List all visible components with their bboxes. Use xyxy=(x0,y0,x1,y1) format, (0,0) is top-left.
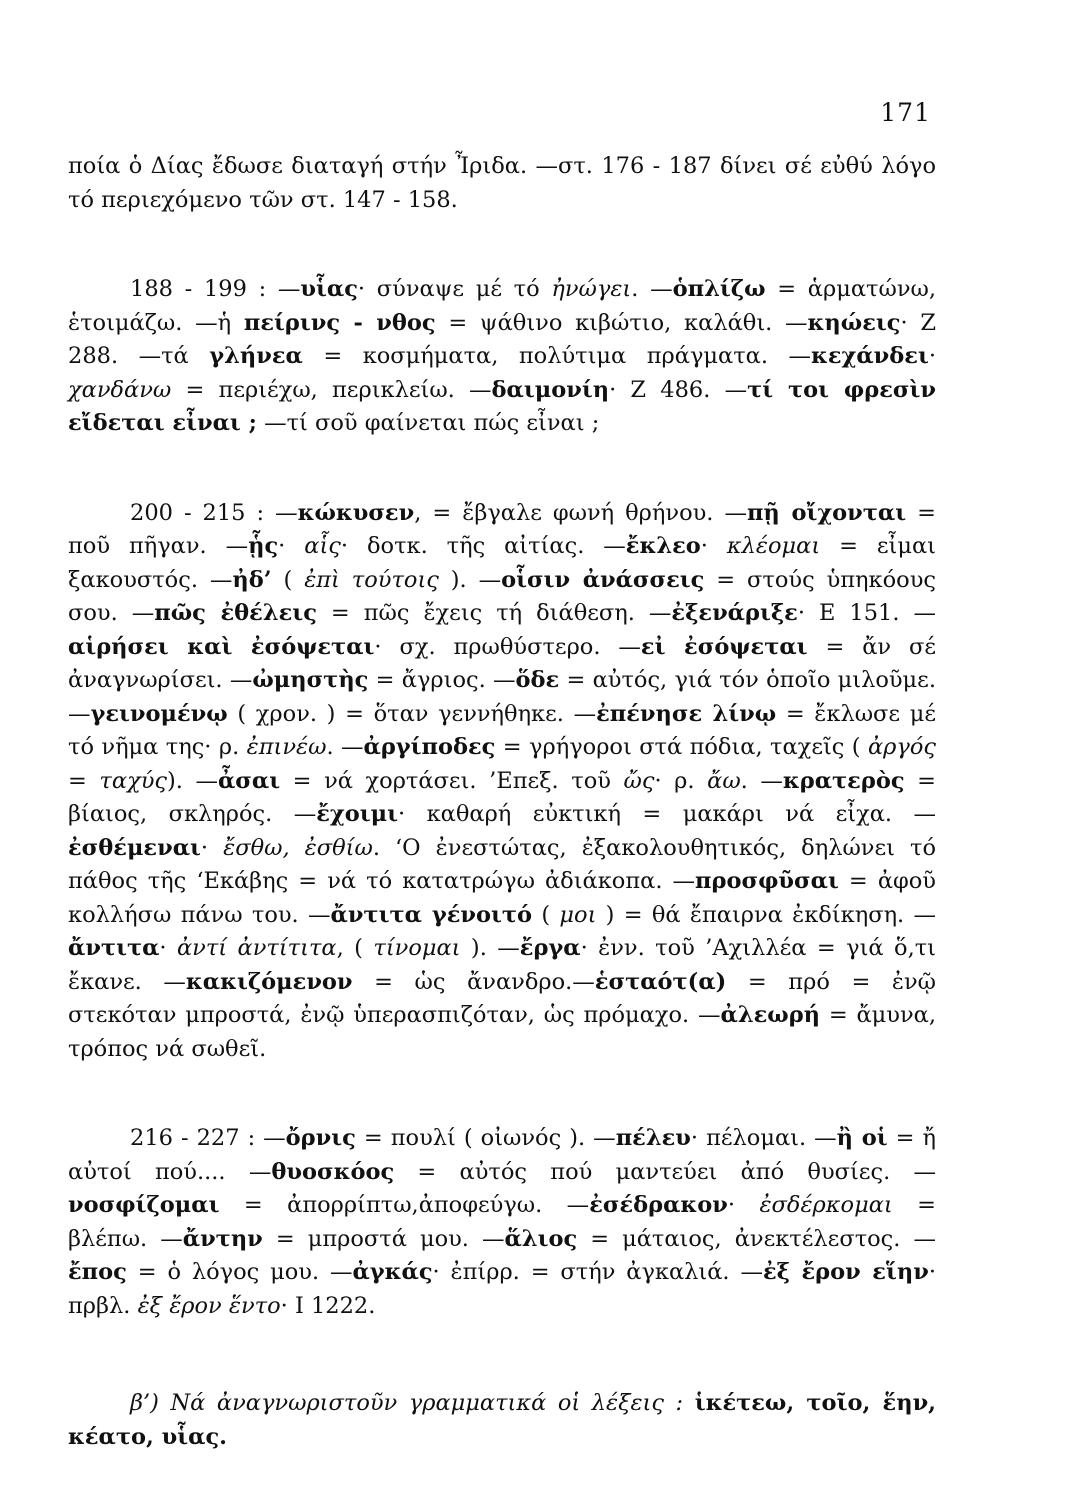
page-content xyxy=(68,150,936,1454)
exercise-beta: β’) Νά ἀναγνωριστοῦν γραμματικά οἱ λέξεις : ἱκέτεω, τοῖο, ἕην, κέατο, υἷας. xyxy=(68,1390,937,1450)
paragraph-lines-200-215: 200 - 215 : —κώκυσεν, = ἔβγαλε φωνή θρήνου. —πῇ οἴχονται = ποῦ πῆγαν. —ᾗς· αἷς· δοτκ. τῆς αἰτίας. —ἔκλεο· κλέομαι = εἶμαι ξακουστός. —ἠδ’ ( ἐπὶ τούτοις ). —οἷσιν ἀνάσσεις = στούς ὑπηκόους σου. —πῶς ἐθέλεις = πῶς ἔχεις τή διάθεση. —ἐξενάριξε· Ε 151. —αἱρήσει καὶ ἐσόψεται· σχ. πρωθύστερο. —εἰ ἐσόψεται = ἄν σέ ἀναγνωρίσει. —ὠμηστὴς = ἄγριος. —ὅδε = αὐτός, γιά τόν ὁποῖο μιλοῦμε. —γεινομένῳ ( χρον. ) = ὅταν γεννήθηκε. —ἐπένησε λίνῳ = ἔκλωσε μέ τό νῆμα της· ρ. ἐπινέω. —ἀργίποδες = γρήγοροι στά πόδια, ταχεῖς ( ἀργός = ταχύς). —ἆσαι = νά χορτάσει. ’Επεξ. τοῦ ὤς· ρ. ἄω. —κρατερὸς = βίαιος, σκληρός. —ἔχοιμι· καθαρή εὐκτική = μακάρι νά εἶχα. —ἐσθέμεναι· ἔσθω, ἐσθίω. ‘Ο ἐνεστώτας, ἐξακολουθητικός, δηλώνει τό πάθος τῆς ‘Εκάβης = νά τό κατατρώγω ἀδιάκοπα. —προσφῦσαι = ἀφοῦ κολλήσω πάνω του. —ἄντιτα γένοιτό ( μοι ) = θά ἔπαιρνα ἐκδίκηση. —ἄντιτα· ἀντί ἀντίτιτα, ( τίνομαι ). —ἔργα· ἐνν. τοῦ ’Αχιλλέα = γιά ὅ,τι ἔκανε. —κακιζόμενον = ὡς ἄνανδρο.—ἑσταότ(α) = πρό = ἐνῷ στεκόταν μπροστά, ἐνῷ ὑπερασπιζόταν, ὡς πρόμαχο. —ἀλεωρή = ἄμυνα, τρόπος νά σωθεῖ. xyxy=(68,499,937,1062)
paragraph-intro: ποία ὁ Δίας ἔδωσε διαταγή στήν Ἶριδα. —στ. 176 - 187 δίνει σέ εὐθύ λόγο τό περιεχόμενο τῶν στ. 147 - 158. xyxy=(68,153,936,213)
page-number: 171 xyxy=(880,98,931,127)
paragraph-lines-188-199: 188 - 199 : —υἷας· σύναψε μέ τό ἠνώγει. —ὁπλίζω = ἁρματώνω, ἑτοιμάζω. —ἡ πείρινς - νθος = ψάθινο κιβώτιο, καλάθι. —κηώεις· Ζ 288. —τά γλήνεα = κοσμήματα, πολύτιμα πράγματα. —κεχάνδει· χανδάνω = περιέχω, περικλείω. —δαιμονίη· Ζ 486. —τί τοι φρεσὶν εἴδεται εἶναι ; —τί σοῦ φαίνεται πώς εἶναι ; xyxy=(68,276,937,436)
paragraph-lines-216-227: 216 - 227 : —ὄρνις = πουλί ( οἰωνός ). —πέλευ· πέλομαι. —ἢ οἱ = ἤ αὐτοί πού.... —θυοσκόος = αὐτός πού μαντεύει ἀπό θυσίες. —νοσφίζομαι = ἀπορρίπτω,ἀποφεύγω. —ἐσέδρακον· ἐσδέρκομαι = βλέπω. —ἄντην = μπροστά μου. —ἅλιος = μάταιος, ἀνεκτέλεστος. —ἔπος = ὁ λόγος μου. —ἀγκάς· ἐπίρρ. = στήν ἀγκαλιά. —ἐξ ἔρον εἵην· πρβλ. ἐξ ἔρον ἕντο· Ι 1222. xyxy=(68,1125,937,1319)
